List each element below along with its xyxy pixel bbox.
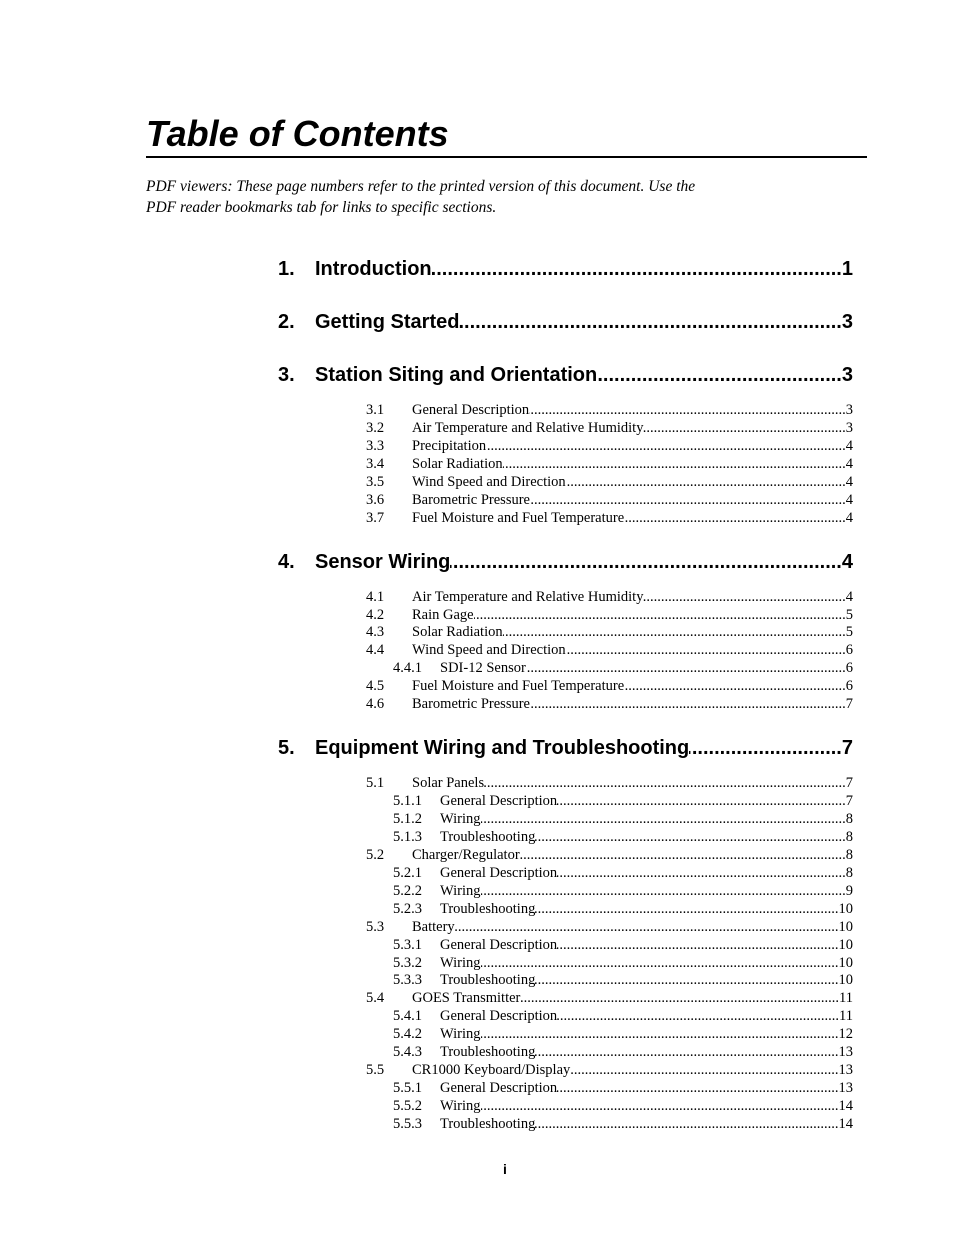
section-page-number: 8 [845, 864, 853, 881]
dot-leader [535, 829, 845, 847]
dot-leader [520, 847, 846, 865]
toc-section-entry[interactable] [278, 678, 853, 696]
section-number: 3.7 [366, 509, 385, 526]
toc-section-entry[interactable] [278, 402, 853, 420]
section-title: Solar Panels [412, 775, 485, 792]
section-number: 5.5.3 [393, 1115, 422, 1132]
toc-section-entry[interactable] [278, 775, 853, 793]
dot-leader [481, 811, 846, 829]
section-page-number: 10 [838, 954, 853, 971]
section-number: 5.3.1 [393, 936, 422, 953]
dot-leader [624, 510, 846, 528]
section-title: Wind Speed and Direction [412, 473, 566, 490]
section-number: 5.1.2 [393, 811, 422, 827]
chapter-page-number: 3 [841, 364, 853, 386]
dot-leader [503, 456, 846, 474]
section-page-number: 4 [845, 437, 853, 454]
section-number: 5.4 [366, 990, 385, 1007]
toc-subsection-entry[interactable] [278, 829, 853, 847]
toc-subsection-entry[interactable] [278, 1080, 853, 1098]
chapter-page-number: 3 [841, 311, 853, 333]
dot-leader [530, 696, 846, 714]
section-page-number: 6 [845, 660, 853, 677]
toc-chapter-entry[interactable] [278, 357, 853, 394]
section-title: SDI-12 Sensor [440, 660, 526, 677]
dot-leader [529, 402, 846, 420]
page-title: Table of Contents [146, 113, 449, 154]
toc-section-entry[interactable] [278, 492, 853, 510]
toc-section-entry[interactable] [278, 607, 853, 625]
section-page-number: 8 [845, 828, 853, 845]
toc-section-entry[interactable] [278, 456, 853, 474]
section-number: 5.2.1 [393, 864, 422, 881]
section-title: Fuel Moisture and Fuel Temperature [412, 509, 625, 526]
section-page-number: 10 [838, 972, 853, 989]
section-page-number: 10 [838, 936, 853, 953]
section-title: Troubleshooting [440, 900, 536, 917]
dot-leader [455, 919, 839, 937]
section-number: 4.2 [366, 606, 385, 623]
section-page-number: 10 [838, 918, 853, 935]
section-number: 3.1 [366, 402, 385, 418]
section-page-number: 4 [845, 491, 853, 508]
chapter-number: 1. [278, 258, 295, 280]
toc-subsection-entry[interactable] [278, 955, 853, 973]
section-number: 4.4 [366, 642, 385, 659]
section-title: Barometric Pressure [412, 491, 530, 508]
chapter-title: Introduction [315, 258, 432, 280]
dot-leader [557, 1080, 838, 1098]
dot-leader [557, 865, 846, 883]
dot-leader [481, 955, 839, 973]
title-rule [146, 156, 867, 158]
dot-leader [557, 793, 846, 811]
section-title: Fuel Moisture and Fuel Temperature [412, 678, 625, 695]
section-title: General Description [440, 864, 558, 881]
dot-leader [566, 642, 846, 660]
dot-leader [597, 357, 842, 394]
toc-subsection-entry[interactable] [278, 811, 853, 829]
section-number: 5.3.2 [393, 954, 422, 971]
dot-leader [450, 544, 841, 581]
section-number: 5.4.2 [393, 1026, 422, 1043]
chapter-number: 3. [278, 364, 295, 386]
chapter-number: 4. [278, 550, 295, 573]
toc-section-entry[interactable] [278, 510, 853, 528]
dot-leader [566, 474, 846, 492]
dot-leader [481, 1026, 839, 1044]
toc-section-entry[interactable] [278, 474, 853, 492]
toc-section-entry[interactable] [278, 438, 853, 456]
dot-leader [570, 1062, 838, 1080]
chapter-title: Station Siting and Orientation [315, 364, 598, 386]
dot-leader [526, 660, 846, 678]
dot-leader [486, 438, 846, 456]
table-of-contents [278, 251, 853, 1150]
dot-leader [503, 624, 846, 642]
section-page-number: 11 [839, 990, 853, 1007]
section-page-number: 14 [838, 1115, 853, 1132]
section-page-number: 13 [838, 1080, 853, 1097]
section-page-number: 7 [845, 793, 853, 810]
toc-section-entry[interactable] [278, 696, 853, 714]
dot-leader [643, 420, 845, 438]
section-number: 3.5 [366, 473, 385, 490]
section-title: Troubleshooting [440, 972, 536, 989]
section-number: 5.3 [366, 918, 385, 935]
toc-chapter [278, 304, 853, 341]
toc-subsection-entry[interactable] [278, 1044, 853, 1062]
page-footer [0, 1160, 954, 1178]
toc-subsection-entry[interactable] [278, 883, 853, 901]
toc-subsection-entry[interactable] [278, 1008, 853, 1026]
section-title: General Description [440, 1080, 558, 1097]
section-page-number: 12 [838, 1026, 853, 1043]
dot-leader [432, 251, 842, 288]
section-title: Wind Speed and Direction [412, 642, 566, 659]
dot-leader [535, 1116, 838, 1134]
chapter-page-number: 4 [841, 550, 853, 573]
section-page-number: 14 [838, 1098, 853, 1114]
section-page-number: 6 [845, 642, 853, 659]
toc-chapter-entry[interactable] [278, 304, 853, 341]
section-title: General Description [440, 1008, 558, 1025]
toc-subsection-entry[interactable] [278, 972, 853, 990]
toc-chapter-entry[interactable] [278, 251, 853, 288]
dot-leader [484, 775, 846, 793]
section-title: Wiring [440, 882, 481, 899]
section-title: Wiring [440, 1026, 481, 1043]
toc-section-entry[interactable] [278, 847, 853, 865]
pdf-viewer-note [146, 177, 846, 218]
section-number: 3.6 [366, 491, 385, 508]
section-page-number: 7 [845, 775, 853, 792]
section-title: Solar Radiation [412, 455, 503, 472]
section-title: Charger/Regulator [412, 846, 520, 863]
dot-leader [474, 607, 846, 625]
section-page-number: 4 [845, 455, 853, 472]
toc-chapter-entry[interactable] [278, 544, 853, 581]
toc-subsection-entry[interactable] [278, 901, 853, 919]
section-number: 5.2.3 [393, 900, 422, 917]
section-title: CR1000 Keyboard/Display [412, 1062, 571, 1079]
section-title: Troubleshooting [440, 1044, 536, 1061]
toc-section-list [278, 589, 853, 715]
chapter-page-number: 1 [841, 258, 853, 280]
section-page-number: 8 [845, 846, 853, 863]
section-page-number: 7 [845, 696, 853, 713]
chapter-page-number: 7 [841, 737, 853, 760]
section-page-number: 5 [845, 606, 853, 623]
chapter-title: Equipment Wiring and Troubleshooting [315, 737, 690, 760]
dot-leader [481, 1098, 839, 1116]
toc-section-entry[interactable] [278, 919, 853, 937]
section-title: General Description [412, 402, 530, 418]
section-number: 4.3 [366, 624, 385, 641]
toc-chapter-entry[interactable] [278, 730, 853, 767]
toc-section-entry[interactable] [278, 589, 853, 607]
section-number: 3.4 [366, 455, 385, 472]
section-title: Rain Gage [412, 606, 474, 623]
section-page-number: 5 [845, 624, 853, 641]
section-page-number: 8 [845, 811, 853, 827]
chapter-number: 2. [278, 311, 295, 333]
toc-chapter [278, 251, 853, 288]
toc-subsection-entry[interactable] [278, 1098, 853, 1116]
toc-section-entry[interactable] [278, 420, 853, 438]
section-title: Precipitation [412, 437, 487, 454]
section-number: 5.3.3 [393, 972, 422, 989]
section-title: Air Temperature and Relative Humidity [412, 419, 644, 436]
section-title: Troubleshooting [440, 828, 536, 845]
section-title: Solar Radiation [412, 624, 503, 641]
section-number: 4.5 [366, 678, 385, 695]
section-page-number: 11 [839, 1008, 853, 1025]
section-page-number: 10 [838, 900, 853, 917]
section-title: Wiring [440, 1098, 481, 1114]
section-title: Troubleshooting [440, 1115, 536, 1132]
section-page-number: 4 [845, 473, 853, 490]
dot-leader [557, 1008, 839, 1026]
section-number: 5.5.2 [393, 1098, 422, 1114]
dot-leader [689, 730, 842, 767]
dot-leader [459, 304, 841, 341]
section-number: 3.3 [366, 437, 385, 454]
section-number: 4.6 [366, 696, 385, 713]
toc-subsection-entry[interactable] [278, 937, 853, 955]
toc-subsection-entry[interactable] [278, 865, 853, 883]
toc-subsection-entry[interactable] [278, 1026, 853, 1044]
dot-leader [535, 972, 838, 990]
section-number: 5.1 [366, 775, 385, 792]
section-page-number: 3 [845, 402, 853, 418]
toc-section-list [278, 402, 853, 528]
section-page-number: 9 [845, 882, 853, 899]
dot-leader [535, 1044, 838, 1062]
section-title: Wiring [440, 954, 481, 971]
section-page-number: 6 [845, 678, 853, 695]
section-number: 5.1.1 [393, 793, 422, 810]
section-number: 5.2 [366, 846, 385, 863]
toc-chapter [278, 730, 853, 1134]
section-number: 5.2.2 [393, 882, 422, 899]
section-title: General Description [440, 936, 558, 953]
dot-leader [557, 937, 838, 955]
section-title: GOES Transmitter [412, 990, 521, 1007]
toc-section-entry[interactable] [278, 624, 853, 642]
toc-section-entry[interactable] [278, 642, 853, 660]
toc-section-list [278, 775, 853, 1134]
section-number: 5.1.3 [393, 828, 422, 845]
section-title: Battery [412, 918, 455, 935]
note-line-1: PDF viewers: These page numbers refer to the printed version of this document. Use the [146, 178, 696, 195]
section-number: 4.4.1 [393, 660, 422, 677]
toc-subsection-entry[interactable] [278, 660, 853, 678]
section-number: 5.5.1 [393, 1080, 422, 1097]
chapter-title: Getting Started [315, 311, 460, 333]
toc-section-entry[interactable] [278, 990, 853, 1008]
section-page-number: 4 [845, 588, 853, 605]
dot-leader [535, 901, 838, 919]
section-page-number: 3 [845, 419, 853, 436]
dot-leader [520, 990, 839, 1008]
dot-leader [530, 492, 846, 510]
toc-chapter [278, 544, 853, 715]
section-page-number: 13 [838, 1062, 853, 1079]
section-title: Air Temperature and Relative Humidity [412, 588, 644, 605]
section-number: 4.1 [366, 588, 385, 605]
toc-chapter [278, 357, 853, 528]
section-page-number: 4 [845, 509, 853, 526]
page-number: i [503, 1161, 507, 1177]
section-number: 5.4.3 [393, 1044, 422, 1061]
dot-leader [481, 883, 846, 901]
note-line-2: PDF reader bookmarks tab for links to specific sections. [146, 198, 497, 216]
section-title: Wiring [440, 811, 481, 827]
chapter-title: Sensor Wiring [315, 550, 451, 573]
section-title: General Description [440, 793, 558, 810]
section-title: Barometric Pressure [412, 696, 530, 713]
section-page-number: 13 [838, 1044, 853, 1061]
toc-section-entry[interactable] [278, 1062, 853, 1080]
section-number: 5.4.1 [393, 1008, 422, 1025]
section-number: 5.5 [366, 1062, 385, 1079]
dot-leader [624, 678, 846, 696]
dot-leader [643, 589, 845, 607]
toc-subsection-entry[interactable] [278, 793, 853, 811]
toc-subsection-entry[interactable] [278, 1116, 853, 1134]
section-number: 3.2 [366, 419, 385, 436]
chapter-number: 5. [278, 737, 295, 760]
